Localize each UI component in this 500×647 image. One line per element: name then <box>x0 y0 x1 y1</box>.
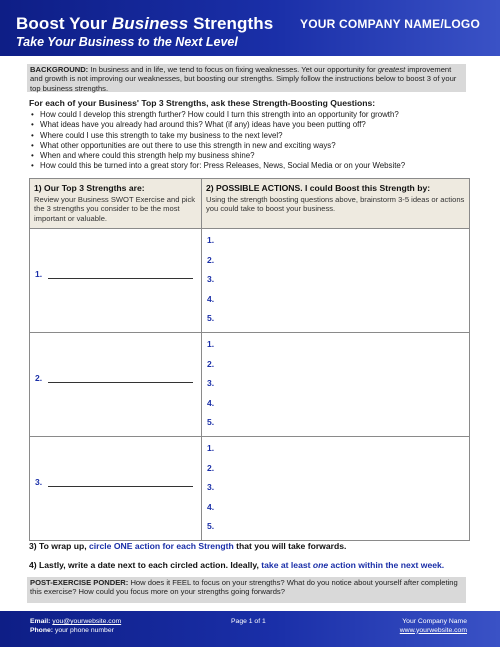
question-item: • What other opportunities are out there to use this strength in new and exciting ways? <box>29 141 474 151</box>
action-item[interactable]: 3. <box>207 274 215 285</box>
ponder-text: How does it FEEL to focus on your strengths? What do you notice about yourself after completing this exercise? How could you focus more on your strengths going forwards? <box>30 578 458 597</box>
step-3-text-end: that you will take forwards. <box>233 541 347 551</box>
step-3-text: 3) To wrap up, <box>29 541 89 551</box>
step-4-highlight: take at least <box>261 560 313 570</box>
title-prefix: Boost Your <box>16 14 112 33</box>
action-item[interactable]: 3. <box>207 378 215 389</box>
step-4-highlight-end: action within the next week. <box>328 560 445 570</box>
actions-column-desc: Using the strength boosting questions above, brainstorm 3-5 ideas or actions you could take to boost your business. <box>206 195 465 214</box>
step-4-instruction <box>29 560 444 570</box>
strength-write-line[interactable] <box>48 486 193 487</box>
email-label: Email: <box>30 618 51 625</box>
page-footer <box>0 611 500 647</box>
action-item[interactable]: 1. <box>207 442 215 453</box>
action-item[interactable]: 5. <box>207 417 215 428</box>
strengths-column-header <box>30 179 202 229</box>
footer-phone-line <box>30 627 121 636</box>
action-item[interactable]: 3. <box>207 482 215 493</box>
question-item: • What ideas have you already had around this? What (if any) ideas have you been putting off? <box>29 120 474 130</box>
step-4-emphasis: one <box>312 560 329 570</box>
questions-section <box>29 98 474 172</box>
strength-number: 3. <box>35 476 43 487</box>
title-suffix: Strengths <box>188 14 274 33</box>
action-item[interactable]: 2. <box>207 358 215 369</box>
question-item: • When and where could this strength help my business shine? <box>29 151 474 161</box>
table-header-row <box>30 179 470 229</box>
footer-company-name: Your Company Name <box>402 618 467 625</box>
step-3-instruction <box>29 541 346 551</box>
page-title <box>16 14 273 34</box>
page-subtitle: Take Your Business to the Next Level <box>16 35 238 49</box>
action-item[interactable]: 4. <box>207 501 215 512</box>
question-item: • How could this be turned into a great story for: Press Releases, News, Social Media or on your Website? <box>29 161 474 171</box>
action-item[interactable]: 4. <box>207 397 215 408</box>
footer-email-line <box>30 618 121 627</box>
footer-company <box>400 618 467 635</box>
background-text-2: improvement and growth is not improving our weaknesses, but boosting our strengths. Simply follow the instructions below to boost 3 of your top business strengths. <box>30 65 457 93</box>
background-text-1: In business and in life, we tend to focus on fixing weaknesses. Yet our opportunity for <box>88 65 378 74</box>
action-item[interactable]: 2. <box>207 462 215 473</box>
strengths-table <box>29 178 470 541</box>
step-3-highlight: circle ONE action for each Strength <box>89 541 234 551</box>
actions-column-header <box>202 179 470 229</box>
action-item[interactable]: 5. <box>207 521 215 532</box>
action-list <box>202 333 469 436</box>
page-number: Page 1 of 1 <box>231 618 266 625</box>
strengths-column-desc: Review your Business SWOT Exercise and pick the 3 strengths you consider to be the most important or valuable. <box>34 195 196 223</box>
phone-label: Phone: <box>30 626 54 634</box>
actions-cell <box>202 229 470 333</box>
step-4-text: 4) Lastly, write a date next to each circled action. Ideally, <box>29 560 262 570</box>
page-header <box>0 0 500 56</box>
strengths-column-title: 1) Our Top 3 Strengths are: <box>34 183 145 193</box>
actions-cell <box>202 332 470 436</box>
background-label: BACKGROUND: <box>30 65 89 74</box>
question-item: • Where could I use this strength to take my business to the next level? <box>29 131 474 141</box>
table-row <box>30 436 470 540</box>
action-item[interactable]: 1. <box>207 235 215 245</box>
table-row <box>30 229 470 333</box>
action-list <box>202 229 469 332</box>
action-item[interactable]: 2. <box>207 254 215 265</box>
questions-title: For each of your Business' Top 3 Strengths, ask these Strength-Boosting Questions: <box>29 98 376 108</box>
action-item[interactable]: 5. <box>207 313 215 324</box>
strength-number: 2. <box>35 372 43 383</box>
questions-list <box>29 110 474 172</box>
action-item[interactable]: 1. <box>207 338 215 349</box>
actions-column-title: 2) POSSIBLE ACTIONS. I could Boost this Strength by: <box>206 183 431 193</box>
strength-number: 1. <box>35 269 43 279</box>
background-emphasis: greatest <box>377 65 406 74</box>
company-logo: YOUR COMPANY NAME/LOGO <box>300 17 480 31</box>
actions-cell <box>202 436 470 540</box>
footer-contact <box>30 618 121 635</box>
strength-write-line[interactable] <box>48 278 193 279</box>
ponder-label: POST-EXERCISE PONDER: <box>30 578 129 587</box>
question-item: • How could I develop this strength further? How could I turn this strength into an opportunity for growth? <box>29 110 474 120</box>
phone-number: your phone number <box>54 626 114 634</box>
title-emphasis: Business <box>111 14 189 33</box>
action-item[interactable]: 4. <box>207 293 215 304</box>
post-exercise-ponder-box <box>27 577 466 603</box>
email-link[interactable]: you@yourwebsite.com <box>52 618 122 625</box>
strength-write-line[interactable] <box>48 382 193 383</box>
website-link[interactable]: www.yourwebsite.com <box>399 626 467 634</box>
strength-cell <box>30 229 202 333</box>
background-box <box>27 64 466 92</box>
strength-cell <box>30 436 202 540</box>
action-list <box>202 437 469 540</box>
strength-cell <box>30 332 202 436</box>
table-row <box>30 332 470 436</box>
